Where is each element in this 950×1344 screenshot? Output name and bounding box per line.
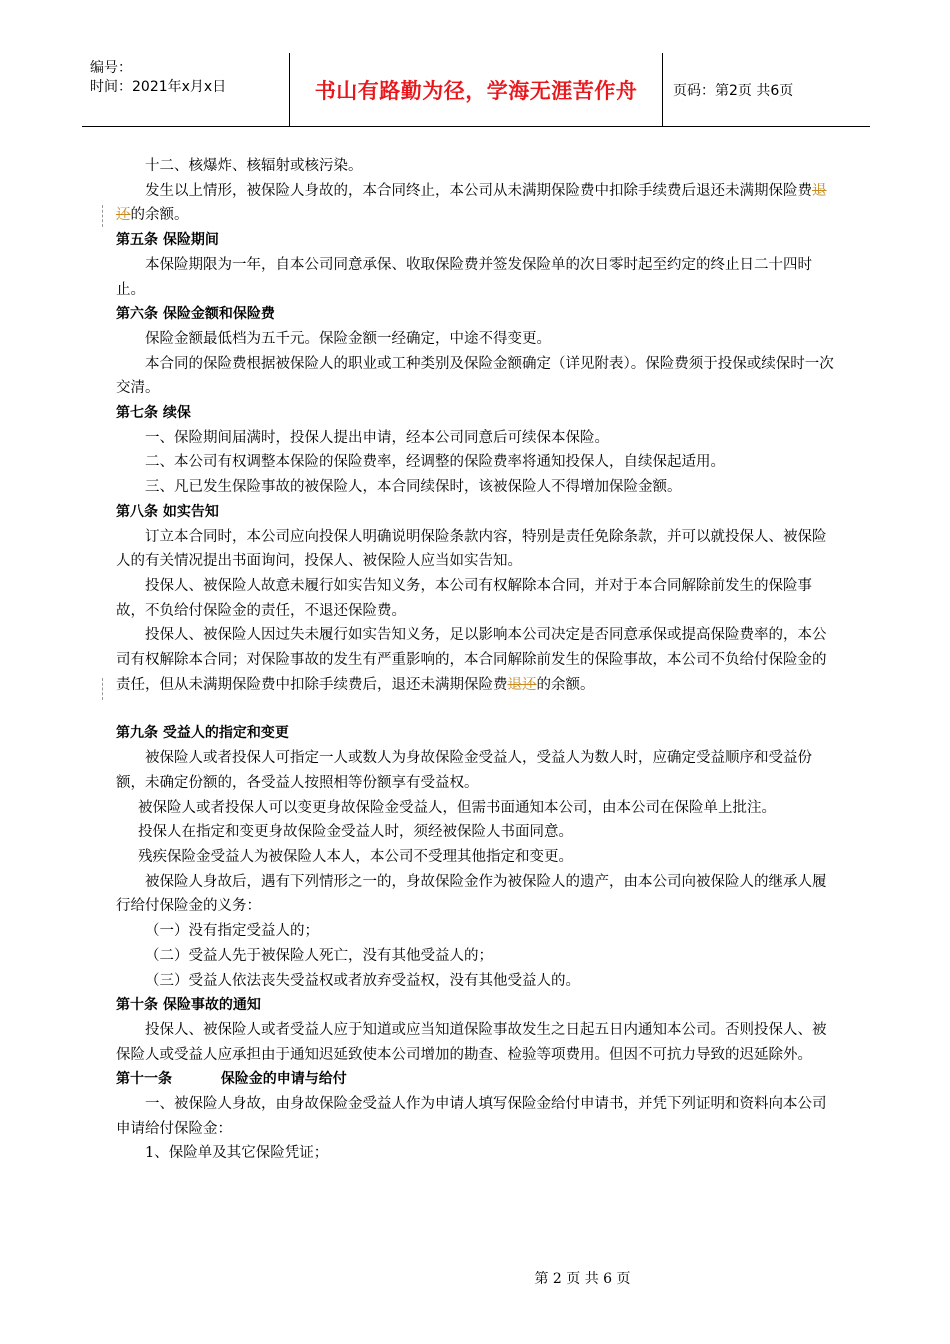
section-heading: 第七条 续保 (116, 405, 191, 422)
revision-marker (102, 205, 104, 227)
paragraph: 发生以上情形，被保险人身故的，本合同终止，本公司从未满期保险费中扣除手续费后退还未满期保险费退还的余额。 (116, 182, 827, 224)
paragraph: 订立本合同时，本公司应向投保人明确说明保险条款内容，特别是责任免除条款，并可以就投保人、被保险人的有关情况提出书面询问，投保人、被保险人应当如实告知。 (116, 528, 827, 570)
spacer (116, 697, 838, 721)
revision-marker (102, 678, 104, 700)
struck-text: 退还 (507, 676, 537, 693)
paragraph: 本合同的保险费根据被保险人的职业或工种类别及保险金额确定（详见附表）。保险费须于投保或续保时一次交清。 (116, 355, 834, 397)
section-heading: 第八条 如实告知 (116, 503, 219, 520)
paragraph: 残疾保险金受益人为被保险人本人，本公司不受理其他指定和变更。 (138, 848, 573, 865)
list-item: （三）受益人依法丧失受益权或者放弃受益权，没有其他受益人的。 (145, 972, 580, 989)
list-item: （二）受益人先于被保险人死亡，没有其他受益人的； (145, 947, 493, 964)
paragraph: 被保险人或者投保人可指定一人或数人为身故保险金受益人，受益人为数人时，应确定受益顺序和受益份额，未确定份额的，各受益人按照相等份额享有受益权。 (116, 750, 812, 791)
header-motto-cell (290, 53, 663, 127)
list-item: （一）没有指定受益人的； (145, 923, 319, 940)
paragraph: 一、保险期间届满时，投保人提出申请，经本公司同意后可续保本保险。 (145, 429, 609, 446)
section-heading: 第十一条 保险金的申请与给付 (116, 1071, 347, 1088)
section-heading: 第十条 保险事故的通知 (116, 997, 261, 1014)
section-heading: 第九条 受益人的指定和变更 (116, 725, 289, 742)
section-heading: 第五条 保险期间 (116, 232, 219, 249)
section-heading: 第六条 保险金额和保险费 (116, 306, 275, 323)
paragraph: 三、凡已发生保险事故的被保险人，本合同续保时，该被保险人不得增加保险金额。 (145, 479, 682, 496)
document-header (82, 53, 870, 127)
paragraph: 投保人在指定和变更身故保险金受益人时，须经被保险人书面同意。 (138, 824, 573, 841)
paragraph: 投保人、被保险人故意未履行如实告知义务，本公司有权解除本合同，并对于本合同解除前发生的保险事故，不负给付保险金的责任，不退还保险费。 (116, 577, 812, 619)
paragraph: 1、保险单及其它保险凭证； (145, 1145, 329, 1162)
paragraph: 一、被保险人身故，由身故保险金受益人作为申请人填写保险金给付申请书，并凭下列证明和资料向本公司申请给付保险金： (116, 1096, 827, 1137)
paragraph: 被保险人或者投保人可以变更身故保险金受益人，但需书面通知本公司，由本公司在保险单上批注。 (138, 799, 776, 816)
paragraph: 被保险人身故后，遇有下列情形之一的，身故保险金作为被保险人的遗产，由本公司向被保险人的继承人履行给付保险金的义务： (116, 873, 827, 915)
paragraph: 投保人、被保险人因过失未履行如实告知义务，足以影响本公司决定是否同意承保或提高保险费率的，本公司有权解除本合同；对保险事故的发生有严重影响的，本合同解除前发生的保险事故，本公司不负给付保险金的责任，但从未满期保险费中扣除手续费后，退还未满期保险费退还的余额。 (116, 627, 827, 693)
header-page-label: 页码：第2页 共6页 (663, 53, 871, 127)
time-label: 时间：2021年x月x日 (90, 79, 227, 95)
paragraph: 保险金额最低档为五千元。保险金额一经确定，中途不得变更。 (145, 330, 551, 347)
header-motto: 书山有路勤为径，学海无涯苦作舟 (314, 78, 638, 103)
paragraph: 投保人、被保险人或者受益人应于知道或应当知道保险事故发生之日起五日内通知本公司。否则投保人、被保险人或受益人应承担由于通知迟延致使本公司增加的勘查、检验等项费用。但因不可抗力导致的迟延除外。 (116, 1021, 827, 1063)
paragraph: 二、本公司有权调整本保险的保险费率，经调整的保险费率将通知投保人，自续保起适用。 (145, 454, 725, 471)
paragraph: 本保险期限为一年，自本公司同意承保、收取保险费并签发保险单的次日零时起至约定的终止日二十四时止。 (116, 256, 812, 298)
header-meta (82, 53, 290, 127)
document-body (116, 154, 838, 1166)
struck-text: 退还 (116, 182, 827, 224)
number-label: 编号： (90, 60, 132, 76)
page-footer: 第 2 页 共 6 页 (534, 1271, 631, 1287)
paragraph: 十二、核爆炸、核辐射或核污染。 (145, 158, 363, 174)
